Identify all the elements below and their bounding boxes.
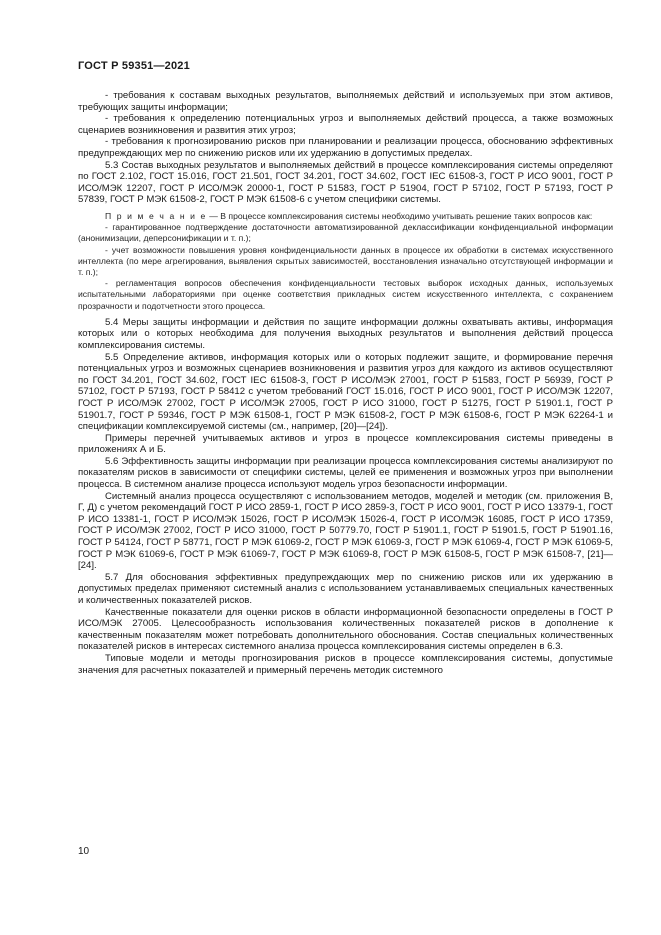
document-body	[78, 90, 613, 676]
note-item: - регламентация вопросов обеспечения конфиденциальности тестовых выборок исходных данных, используемых испытательными лабораториями при оценке соответствия прикладных систем искусственного интеллекта, с сохранением прозрачности и подотчетности этого процесса.	[78, 278, 613, 311]
paragraph-requirements-threats: - требования к определению потенциальных угроз и выполняемых действий процесса, а также возможных сценариев возникновения и развития этих угроз;	[78, 113, 613, 136]
note-label: П р и м е ч а н и е	[105, 210, 207, 221]
paragraph-examples: Примеры перечней учитываемых активов и угроз в процессе комплексирования системы приведены в приложениях А и Б.	[78, 432, 613, 456]
note-item: - гарантированное подтверждение достаточности автоматизированной деклассификации конфиденциальной информации (анонимизации, деперсонификации и т. п.);	[78, 222, 613, 244]
note-block	[78, 211, 613, 312]
document-header: ГОСТ Р 59351—2021	[78, 60, 190, 72]
paragraph-requirements-outputs: - требования к составам выходных результатов, выполняемых действий и используемых при этом активов, требующих защиты информации;	[78, 90, 613, 113]
paragraph-5-4: 5.4 Меры защиты информации и действия по защите информации должны охватывать активы, информация которых или о которых необходима для получения выходных результатов и выполнения действий процесса комплексирования системы.	[78, 316, 613, 351]
paragraph-typical-models: Типовые модели и методы прогнозирования рисков в процессе комплексирования системы, допустимые значения для расчетных показателей и примерный перечень методик системного	[78, 652, 613, 676]
paragraph-5-7: 5.7 Для обоснования эффективных предупреждающих мер по снижению рисков или их удержанию в допустимых пределах применяют системный анализ с использованием устанавливаемых специальных качественных и количественных показателей рисков.	[78, 571, 613, 607]
paragraph-5-6: 5.6 Эффективность защиты информации при реализации процесса комплексирования системы анализируют по показателям рисков в зависимости от специфики системы, целей ее применения и возможных угроз при выполнении процесса. В системном анализе процесса используют модель угроз безопасности информации.	[78, 455, 613, 491]
paragraph-requirements-forecast: - требования к прогнозированию рисков при планировании и реализации процесса, обоснованию эффективных предупреждающих мер по снижению рисков или их удержанию в допустимых пределах.	[78, 136, 613, 159]
page-number: 10	[78, 846, 90, 857]
paragraph-5-5: 5.5 Определение активов, информация которых или о которых подлежит защите, и формирование перечня потенциальных угроз и возможных сценариев возникновения и развития угроз для каждого из активов осуществляют по ГОСТ 34.201, ГОСТ 34.602, ГОСТ IEC 61508-3, ГОСТ Р ИСО/МЭК 27001, ГОСТ Р 51583, ГОСТ Р 56939, ГОСТ Р 57102, ГОСТ Р 57193, ГОСТ Р 58412 с учетом требований ГОСТ 15.016, ГОСТ Р ИСО 9001, ГОСТ Р ИСО/МЭК 12207, ГОСТ Р ИСО/МЭК 27002, ГОСТ Р ИСО/МЭК 27005, ГОСТ Р ИСО 31000, ГОСТ Р 51275, ГОСТ Р 51901.1, ГОСТ Р 51901.7, ГОСТ Р 59346, ГОСТ Р МЭК 61508-1, ГОСТ Р МЭК 61508-2, ГОСТ Р МЭК 61508-6, ГОСТ Р МЭК 62264-1 и спецификации комплексируемой системы (см., например, [20]—[24]).	[78, 351, 613, 433]
paragraph-qualitative-indicators: Качественные показатели для оценки рисков в области информационной безопасности определены в ГОСТ Р ИСО/МЭК 27005. Целесообразность использования количественных показателей рисков в дополнение к качественным показателям может потребовать дополнительного обоснования. Состав специальных количественных показателей рисков в интересах системного анализа процесса комплексирования системы определен в 6.3.	[78, 606, 613, 653]
note-intro	[78, 211, 613, 222]
paragraph-system-analysis: Системный анализ процесса осуществляют с использованием методов, моделей и методик (см. приложения В, Г, Д) с учетом рекомендаций ГОСТ Р ИСО 2859-1, ГОСТ Р ИСО 2859-3, ГОСТ Р ИСО 9001, ГОСТ Р ИСО 13379-1, ГОСТ Р ИСО 13381-1, ГОСТ Р ИСО/МЭК 15026, ГОСТ Р ИСО/МЭК 15026-4, ГОСТ Р ИСО/МЭК 16085, ГОСТ Р ИСО 17359, ГОСТ Р ИСО/МЭК 27002, ГОСТ Р ИСО 31000, ГОСТ Р 50779.70, ГОСТ Р 51901.1, ГОСТ Р 51901.5, ГОСТ Р 51901.16, ГОСТ Р 54124, ГОСТ Р 58771, ГОСТ Р МЭК 61069-2, ГОСТ Р МЭК 61069-3, ГОСТ Р МЭК 61069-4, ГОСТ Р МЭК 61069-5, ГОСТ Р МЭК 61069-6, ГОСТ Р МЭК 61069-7, ГОСТ Р МЭК 61069-8, ГОСТ Р МЭК 61508-5, ГОСТ Р МЭК 61508-7, [21]—[24].	[78, 490, 613, 572]
paragraph-5-3: 5.3 Состав выходных результатов и выполняемых действий в процессе комплексирования системы определяют по ГОСТ 2.102, ГОСТ 15.016, ГОСТ 21.501, ГОСТ 34.201, ГОСТ 34.602, ГОСТ IEC 61508-3, ГОСТ Р ИСО 9001, ГОСТ Р ИСО/МЭК 12207, ГОСТ Р ИСО/МЭК 20000-1, ГОСТ Р 51583, ГОСТ Р 51904, ГОСТ Р 57102, ГОСТ Р 57193, ГОСТ Р 57839, ГОСТ Р МЭК 61508-2, ГОСТ Р МЭК 61508-6 с учетом специфики системы.	[78, 159, 613, 206]
note-intro-text: — В процессе комплексирования системы необходимо учитывать решение таких вопросов как:	[206, 210, 593, 221]
note-item: - учет возможности повышения уровня конфиденциальности данных в процессе их обработки в системах искусственного интеллекта (по мере агрегирования, выявления скрытых зависимостей, восстановления изначально отсутствующей информации и т. п.);	[78, 244, 613, 277]
